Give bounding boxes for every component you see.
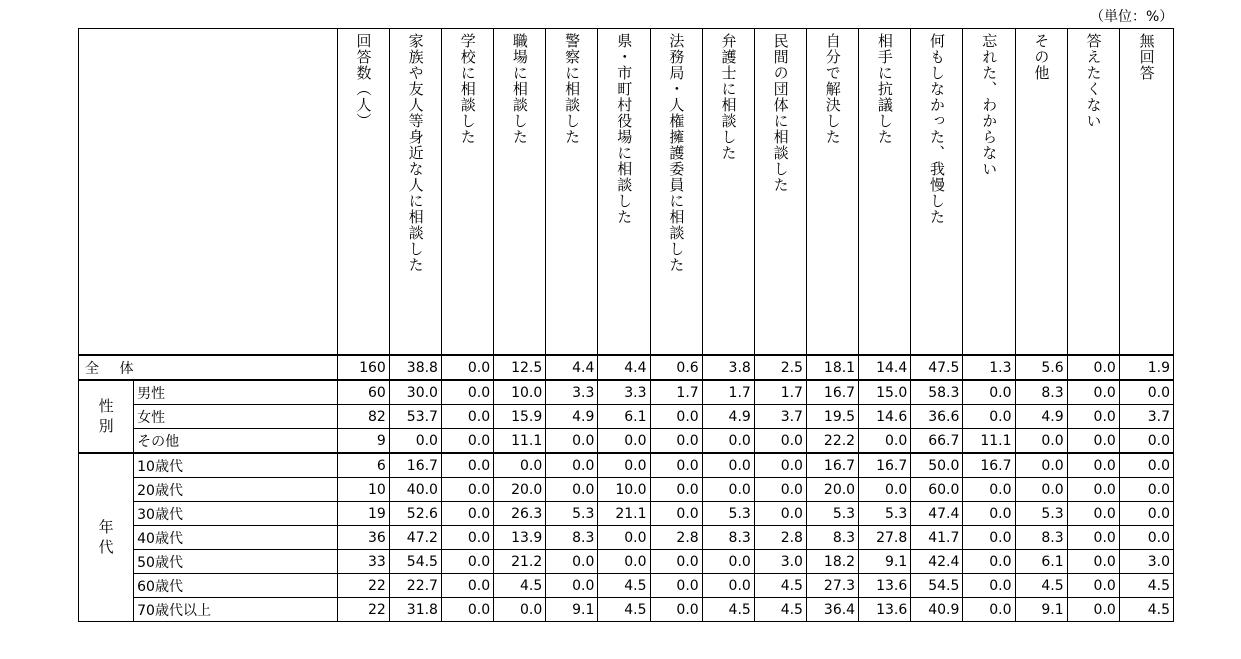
table-cell: 16.7 — [389, 453, 441, 478]
table-cell: 0.0 — [546, 478, 598, 502]
table-cell: 47.5 — [911, 355, 963, 380]
table-cell: 4.4 — [598, 355, 650, 380]
table-cell: 0.0 — [702, 574, 754, 598]
table-cell: 0.0 — [963, 502, 1015, 526]
column-header — [911, 29, 963, 356]
column-header-label: 相手に抗議した — [875, 33, 894, 145]
table-cell: 0.6 — [650, 355, 702, 380]
table-cell: 60.0 — [911, 478, 963, 502]
table-cell: 10.0 — [598, 478, 650, 502]
table-cell: 0.0 — [650, 478, 702, 502]
table-cell: 9.1 — [1015, 598, 1067, 622]
row-label: その他 — [134, 429, 338, 454]
header-corner — [79, 29, 338, 356]
table-cell: 33 — [337, 550, 389, 574]
table-cell: 5.3 — [546, 502, 598, 526]
table-cell: 6.1 — [598, 405, 650, 429]
table-cell: 0.0 — [702, 478, 754, 502]
table-cell: 0.0 — [1067, 574, 1119, 598]
column-header — [702, 29, 754, 356]
table-cell: 0.0 — [963, 380, 1015, 405]
column-header-label: 答えたくない — [1084, 33, 1103, 129]
table-cell: 0.0 — [1119, 380, 1173, 405]
row-label: 70歳代以上 — [134, 598, 338, 622]
table-row — [79, 574, 1174, 598]
table-cell: 16.7 — [806, 380, 858, 405]
table-cell: 9 — [337, 429, 389, 454]
table-cell: 2.8 — [650, 526, 702, 550]
column-header-label: 警察に相談した — [563, 33, 582, 145]
table-cell: 4.5 — [1119, 598, 1173, 622]
row-label-total: 全 体 — [79, 355, 338, 380]
table-cell: 0.0 — [441, 478, 493, 502]
table-cell: 50.0 — [911, 453, 963, 478]
table-cell: 40.9 — [911, 598, 963, 622]
table-cell: 0.0 — [546, 453, 598, 478]
table-cell: 38.8 — [389, 355, 441, 380]
column-header — [389, 29, 441, 356]
table-row — [79, 478, 1174, 502]
table-cell: 53.7 — [389, 405, 441, 429]
column-header — [441, 29, 493, 356]
table-cell: 27.8 — [859, 526, 911, 550]
table-cell: 3.3 — [546, 380, 598, 405]
table-cell: 6 — [337, 453, 389, 478]
table-cell: 13.9 — [494, 526, 546, 550]
column-header — [650, 29, 702, 356]
table-row — [79, 429, 1174, 454]
table-cell: 13.6 — [859, 574, 911, 598]
table-cell: 54.5 — [911, 574, 963, 598]
table-cell: 0.0 — [702, 429, 754, 454]
table-cell: 2.5 — [754, 355, 806, 380]
table-cell: 4.9 — [1015, 405, 1067, 429]
table-cell: 9.1 — [546, 598, 598, 622]
table-cell: 54.5 — [389, 550, 441, 574]
table-cell: 47.2 — [389, 526, 441, 550]
table-cell: 4.5 — [1015, 574, 1067, 598]
table-cell: 27.3 — [806, 574, 858, 598]
table-cell: 0.0 — [754, 453, 806, 478]
table-cell: 3.3 — [598, 380, 650, 405]
table-cell: 8.3 — [1015, 526, 1067, 550]
table-cell: 42.4 — [911, 550, 963, 574]
column-header — [754, 29, 806, 356]
table-cell: 3.7 — [754, 405, 806, 429]
table-row — [79, 526, 1174, 550]
row-label: 30歳代 — [134, 502, 338, 526]
table-cell: 0.0 — [441, 429, 493, 454]
column-header — [598, 29, 650, 356]
table-cell: 0.0 — [441, 574, 493, 598]
unit-label: （単位：%） — [1090, 9, 1174, 25]
table-cell: 15.9 — [494, 405, 546, 429]
table-cell: 21.1 — [598, 502, 650, 526]
table-cell: 0.0 — [441, 526, 493, 550]
table-row — [79, 598, 1174, 622]
table-cell: 4.5 — [598, 574, 650, 598]
table-cell: 0.0 — [859, 478, 911, 502]
table-cell: 0.0 — [1015, 453, 1067, 478]
table-cell: 36.4 — [806, 598, 858, 622]
table-cell: 66.7 — [911, 429, 963, 454]
table-cell: 14.6 — [859, 405, 911, 429]
table-cell: 0.0 — [1067, 502, 1119, 526]
table-cell: 5.3 — [859, 502, 911, 526]
table-cell: 0.0 — [598, 526, 650, 550]
table-cell: 0.0 — [546, 550, 598, 574]
table-cell: 4.4 — [546, 355, 598, 380]
table-cell: 18.2 — [806, 550, 858, 574]
table-cell: 0.0 — [1067, 355, 1119, 380]
table-cell: 0.0 — [598, 429, 650, 454]
table-row — [79, 453, 1174, 478]
table-cell: 0.0 — [1067, 380, 1119, 405]
table-cell: 14.4 — [859, 355, 911, 380]
table-cell: 13.6 — [859, 598, 911, 622]
group-label: 性 別 — [79, 380, 134, 453]
table-cell: 36 — [337, 526, 389, 550]
table-cell: 0.0 — [598, 453, 650, 478]
row-label: 50歳代 — [134, 550, 338, 574]
table-row — [79, 550, 1174, 574]
table-cell: 8.3 — [702, 526, 754, 550]
table-cell: 0.0 — [963, 550, 1015, 574]
table-cell: 20.0 — [494, 478, 546, 502]
table-cell: 22 — [337, 598, 389, 622]
table-cell: 47.4 — [911, 502, 963, 526]
table-cell: 1.7 — [702, 380, 754, 405]
table-row — [79, 502, 1174, 526]
table-row — [79, 380, 1174, 405]
table-cell: 11.1 — [963, 429, 1015, 454]
table-cell: 0.0 — [754, 478, 806, 502]
table-cell: 6.1 — [1015, 550, 1067, 574]
table-cell: 0.0 — [702, 453, 754, 478]
column-header-label: 回答数（人） — [354, 33, 373, 129]
column-header-row — [79, 29, 1174, 356]
table-cell: 0.0 — [650, 405, 702, 429]
table-cell: 16.7 — [859, 453, 911, 478]
table-cell: 0.0 — [963, 526, 1015, 550]
table-cell: 52.6 — [389, 502, 441, 526]
table-cell: 8.3 — [546, 526, 598, 550]
column-header — [494, 29, 546, 356]
column-header-label: 民間の団体に相談した — [771, 33, 790, 193]
table-cell: 0.0 — [650, 429, 702, 454]
table-cell: 0.0 — [1067, 550, 1119, 574]
table-cell: 0.0 — [1067, 405, 1119, 429]
column-header — [337, 29, 389, 356]
column-header-label: 忘れた、わからない — [980, 33, 999, 177]
table-cell: 0.0 — [1119, 478, 1173, 502]
table-cell: 16.7 — [806, 453, 858, 478]
row-label: 女性 — [134, 405, 338, 429]
table-cell: 4.5 — [598, 598, 650, 622]
table-cell: 0.0 — [546, 574, 598, 598]
table-cell: 0.0 — [441, 550, 493, 574]
table-cell: 4.5 — [702, 598, 754, 622]
column-header — [1015, 29, 1067, 356]
table-cell: 0.0 — [441, 453, 493, 478]
table-cell: 4.5 — [1119, 574, 1173, 598]
table-cell: 40.0 — [389, 478, 441, 502]
table-cell: 0.0 — [546, 429, 598, 454]
row-label: 60歳代 — [134, 574, 338, 598]
table-cell: 0.0 — [650, 453, 702, 478]
table-cell: 0.0 — [650, 574, 702, 598]
column-header-label: 弁護士に相談した — [719, 33, 738, 161]
table-cell: 16.7 — [963, 453, 1015, 478]
table-cell: 0.0 — [1067, 429, 1119, 454]
table-cell: 0.0 — [441, 502, 493, 526]
column-header-label: 法務局・人権擁護委員に相談した — [667, 33, 686, 273]
table-cell: 0.0 — [1119, 526, 1173, 550]
table-cell: 0.0 — [702, 550, 754, 574]
table-cell: 0.0 — [1015, 478, 1067, 502]
table-cell: 31.8 — [389, 598, 441, 622]
row-label: 男性 — [134, 380, 338, 405]
table-cell: 5.3 — [806, 502, 858, 526]
table-cell: 5.3 — [1015, 502, 1067, 526]
table-cell: 11.1 — [494, 429, 546, 454]
table-cell: 8.3 — [1015, 380, 1067, 405]
table-cell: 3.8 — [702, 355, 754, 380]
table-cell: 0.0 — [441, 405, 493, 429]
table-body — [79, 355, 1174, 622]
column-header — [1119, 29, 1173, 356]
column-header — [963, 29, 1015, 356]
table-cell: 3.0 — [1119, 550, 1173, 574]
table-row — [79, 405, 1174, 429]
table-cell: 26.3 — [494, 502, 546, 526]
table-cell: 0.0 — [859, 429, 911, 454]
row-label: 10歳代 — [134, 453, 338, 478]
table-cell: 10.0 — [494, 380, 546, 405]
table-cell: 0.0 — [754, 502, 806, 526]
table-cell: 41.7 — [911, 526, 963, 550]
row-label: 40歳代 — [134, 526, 338, 550]
group-label: 年 代 — [79, 453, 134, 622]
table-cell: 0.0 — [441, 380, 493, 405]
table-cell: 22.7 — [389, 574, 441, 598]
table-cell: 22.2 — [806, 429, 858, 454]
table-cell: 5.6 — [1015, 355, 1067, 380]
table-cell: 1.9 — [1119, 355, 1173, 380]
table-cell: 9.1 — [859, 550, 911, 574]
column-header-label: 無回答 — [1137, 33, 1156, 81]
table-cell: 4.5 — [494, 574, 546, 598]
table-cell: 30.0 — [389, 380, 441, 405]
table-cell: 60 — [337, 380, 389, 405]
column-header — [1067, 29, 1119, 356]
table-cell: 0.0 — [1119, 502, 1173, 526]
table-cell: 0.0 — [650, 502, 702, 526]
table-cell: 19.5 — [806, 405, 858, 429]
table-cell: 0.0 — [441, 598, 493, 622]
row-label: 20歳代 — [134, 478, 338, 502]
table-cell: 1.7 — [650, 380, 702, 405]
table-cell: 0.0 — [963, 574, 1015, 598]
table-cell: 21.2 — [494, 550, 546, 574]
total-row — [79, 355, 1174, 380]
column-header-label: 何もしなかった、我慢した — [928, 33, 947, 225]
table-cell: 20.0 — [806, 478, 858, 502]
table-cell: 3.7 — [1119, 405, 1173, 429]
column-header — [859, 29, 911, 356]
table-cell: 18.1 — [806, 355, 858, 380]
table-cell: 0.0 — [1067, 453, 1119, 478]
table-cell: 4.5 — [754, 598, 806, 622]
table-cell: 10 — [337, 478, 389, 502]
table-cell: 0.0 — [1067, 478, 1119, 502]
table-cell: 1.7 — [754, 380, 806, 405]
table-cell: 82 — [337, 405, 389, 429]
table-cell: 0.0 — [494, 598, 546, 622]
table-cell: 19 — [337, 502, 389, 526]
table-cell: 4.5 — [754, 574, 806, 598]
table-cell: 0.0 — [389, 429, 441, 454]
column-header-label: 職場に相談した — [510, 33, 529, 145]
table-cell: 0.0 — [754, 429, 806, 454]
table-cell: 2.8 — [754, 526, 806, 550]
table-cell: 3.0 — [754, 550, 806, 574]
table-cell: 0.0 — [1067, 526, 1119, 550]
table-cell: 0.0 — [1015, 429, 1067, 454]
table-cell: 5.3 — [702, 502, 754, 526]
table-cell: 4.9 — [546, 405, 598, 429]
table-cell: 12.5 — [494, 355, 546, 380]
table-cell: 0.0 — [1119, 453, 1173, 478]
table-cell: 1.3 — [963, 355, 1015, 380]
table-cell: 0.0 — [963, 598, 1015, 622]
table-cell: 0.0 — [963, 478, 1015, 502]
table-cell: 58.3 — [911, 380, 963, 405]
table-cell: 0.0 — [650, 550, 702, 574]
table-cell: 0.0 — [598, 550, 650, 574]
table-cell: 36.6 — [911, 405, 963, 429]
table-cell: 0.0 — [963, 405, 1015, 429]
column-header — [806, 29, 858, 356]
table-cell: 15.0 — [859, 380, 911, 405]
table-cell: 22 — [337, 574, 389, 598]
table-cell: 8.3 — [806, 526, 858, 550]
column-header-label: 自分で解決した — [823, 33, 842, 145]
table-cell: 0.0 — [1067, 598, 1119, 622]
table-cell: 0.0 — [1119, 429, 1173, 454]
table-cell: 0.0 — [650, 598, 702, 622]
column-header-label: 県・市町村役場に相談した — [615, 33, 634, 225]
survey-results-table — [78, 28, 1174, 622]
column-header — [546, 29, 598, 356]
column-header-label: その他 — [1032, 33, 1051, 81]
column-header-label: 家族や友人等身近な人に相談した — [406, 33, 425, 273]
table-cell: 4.9 — [702, 405, 754, 429]
table-cell: 160 — [337, 355, 389, 380]
table-cell: 0.0 — [441, 355, 493, 380]
table-cell: 0.0 — [494, 453, 546, 478]
column-header-label: 学校に相談した — [458, 33, 477, 145]
